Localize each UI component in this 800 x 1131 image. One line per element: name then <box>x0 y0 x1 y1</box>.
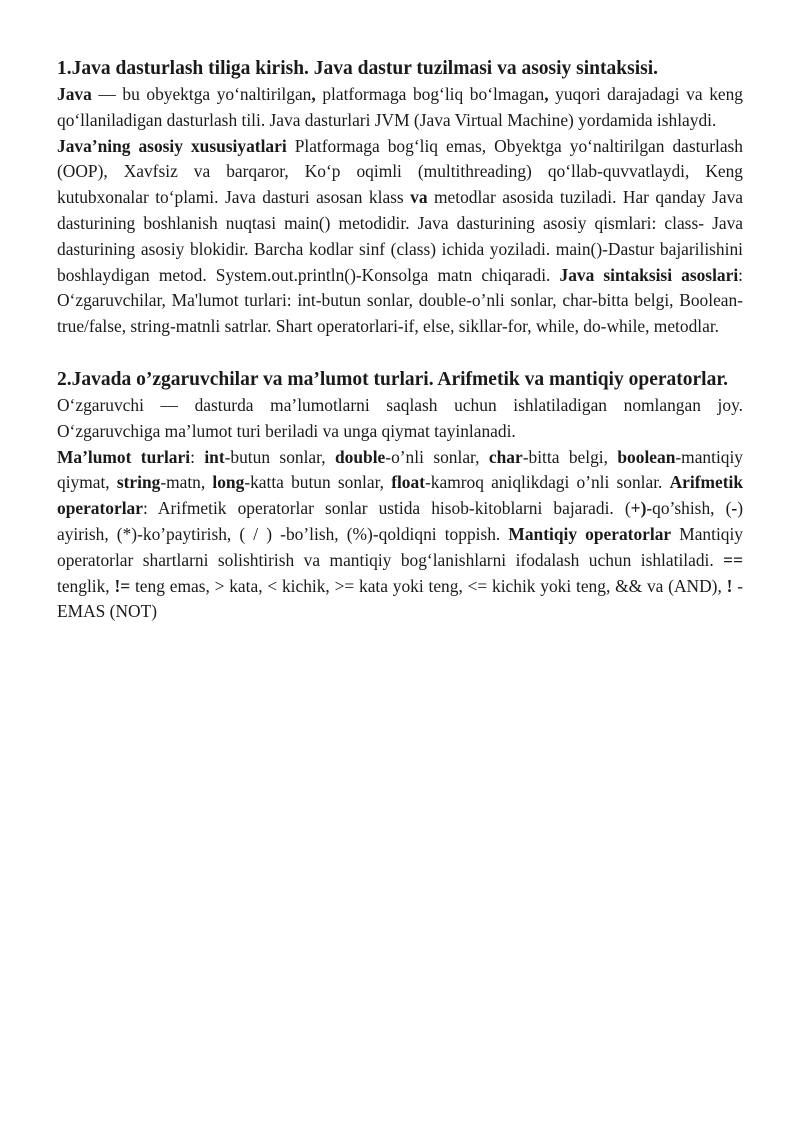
section-2-paragraph-1: Oʻzgaruvchi — dasturda ma’lumotlarni saqlash uchun ishlatiladigan nomlangan joy. Oʻzgaruvchiga ma’lumot turi beriladi va unga qiymat tayinlanadi. <box>57 394 743 441</box>
section-2-heading: 2.Javada o’zgaruvchilar va ma’lumot turlari. Arifmetik va mantiqiy operatorlar. <box>57 368 729 390</box>
section-1-heading: 1.Java dasturlash tiliga kirish. Java dastur tuzilmasi va asosiy sintaksisi. <box>57 58 658 79</box>
document-page <box>57 56 743 625</box>
section-2-paragraph-2: Ma’lumot turlari: int-butun sonlar, double-o’nli sonlar, char-bitta belgi, boolean-mantiqiy qiymat, string-matn, long-katta butun sonlar, float-kamroq aniqlikdagi o’nli sonlar. Arifmetik operatorlar: Arifmetik operatorlar sonlar ustida hisob-kitoblarni bajaradi. (+)-qo’shish, (-) ayirish, (*)-ko’paytirish, ( / ) -bo’lish, (%)-qoldiqni toppish. Mantiqiy operatorlar Mantiqiy operatorlar shartlarni solishtirish va mantiqiy bogʻlanishlarni ifodalash uchun ishlatiladi. == tenglik, != teng emas, > kata, < kichik, >= kata yoki teng, <= kichik yoki teng, && va (AND), ! - EMAS (NOT) <box>57 446 744 622</box>
section-spacer <box>57 340 743 367</box>
section-1-paragraph-1: Java — bu obyektga yoʻnaltirilgan, platformaga bogʻliq boʻlmagan, yuqori darajadagi va keng qoʻllaniladigan dasturlash tili. Java dasturlari JVM (Java Virtual Machine) yordamida ishlaydi. <box>57 84 743 130</box>
section-1-paragraph-2: Java’ning asosiy xususiyatlari Platformaga bogʻliq emas, Obyektga yoʻnaltirilgan dasturlash (OOP), Xavfsiz va barqaror, Koʻp oqimli (multithreading) qoʻllab-quvvatlaydi, Keng kutubxonalar toʻplami. Java dasturi asosan klass va metodlar asosida tuziladi. Har qanday Java dasturining boshlanish nuqtasi main() metodidir. Java dasturining asosiy qismlari: class- Java dasturining asosiy blokidir. Barcha kodlar sinf (class) ichida yoziladi. main()-Dastur bajarilishini boshlaydigan metod. System.out.println()-Konsolga matn chiqaradi. Java sintaksisi asoslari: Oʻzgaruvchilar, Ma'lumot turlari: int-butun sonlar, double-o’nli sonlar, char-bitta belgi, Boolean-true/false, string-matnli satrlar. Shart operatorlari-if, else, sikllar-for, while, do-while, metodlar. <box>57 135 743 337</box>
